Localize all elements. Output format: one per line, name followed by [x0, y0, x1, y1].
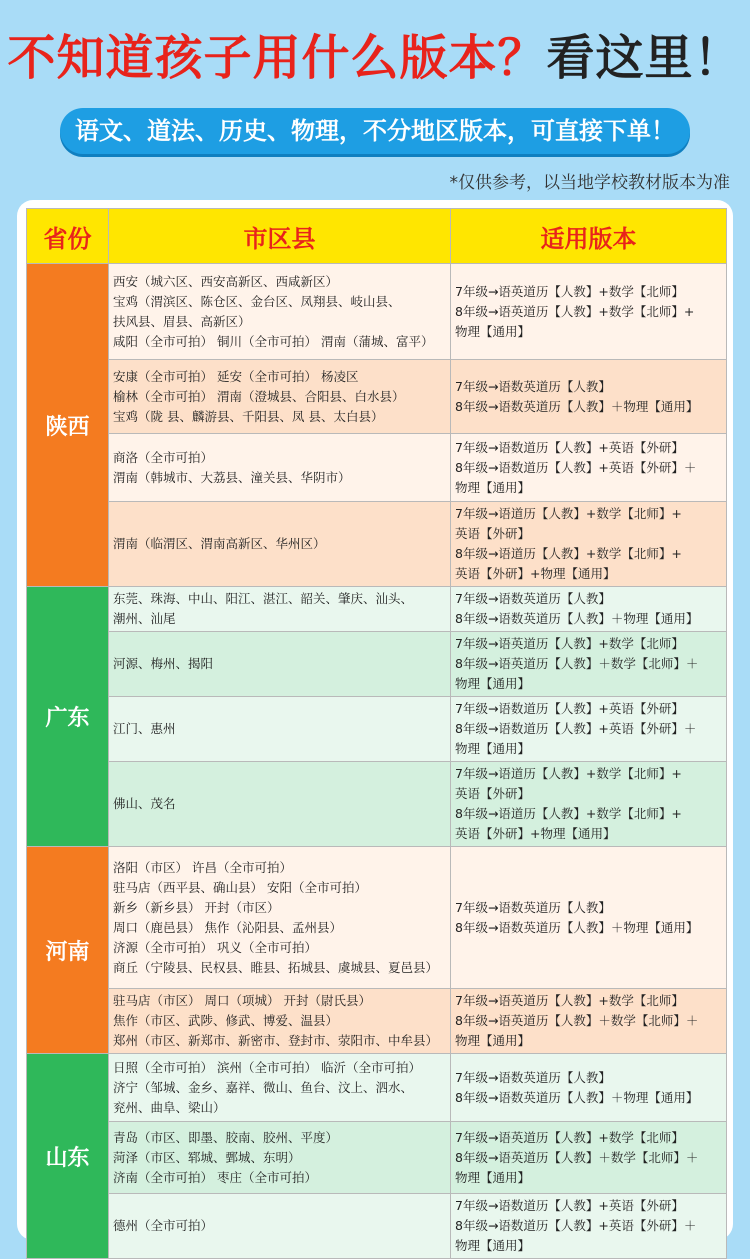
version-line: 7年级→语道历【人教】+数学【北师】+: [455, 506, 682, 521]
version-line: 物理【通用】: [455, 1033, 531, 1048]
area-line: 潮州、汕尾: [113, 611, 176, 626]
version-cell: [451, 502, 727, 587]
province-henan: 河南: [27, 847, 109, 1054]
area-line: 德州（全市可拍）: [113, 1218, 214, 1233]
area-cell: [109, 264, 451, 360]
area-line: 江门、惠州: [113, 721, 176, 736]
table-row: [27, 264, 727, 360]
version-line: 7年级→语数英道历【人教】: [455, 591, 611, 606]
version-line: 英语【外研】: [455, 526, 531, 541]
version-cell: [451, 360, 727, 434]
version-line: 8年级→语英道历【人教】＋数学【北师】＋: [455, 656, 699, 671]
area-line: 渭南（临渭区、渭南高新区、华州区）: [113, 536, 326, 551]
header-province: 省份: [27, 209, 109, 264]
version-cell: [451, 847, 727, 989]
province-shandong: 山东: [27, 1054, 109, 1259]
version-cell: [451, 1194, 727, 1259]
area-line: 济宁（邹城、金乡、嘉祥、微山、鱼台、汶上、泗水、: [113, 1079, 414, 1095]
area-cell: [109, 632, 451, 697]
version-line: 物理【通用】: [455, 676, 531, 691]
area-line: 佛山、茂名: [113, 796, 176, 811]
version-line: 8年级→语数英道历【人教】＋物理【通用】: [455, 611, 699, 626]
province-guangdong: 广东: [27, 587, 109, 847]
version-line: 7年级→语数英道历【人教】: [455, 378, 611, 394]
area-cell: [109, 502, 451, 587]
version-line: 8年级→语道历【人教】+数学【北师】+: [455, 806, 682, 821]
area-cell: [109, 1122, 451, 1194]
version-cell: [451, 632, 727, 697]
version-line: 8年级→语数道历【人教】+英语【外研】＋: [455, 1218, 697, 1233]
version-line: 8年级→语道历【人教】+数学【北师】+: [455, 546, 682, 561]
table-header-row: [27, 209, 727, 264]
area-line: 商丘（宁陵县、民权县、睢县、拓城县、虞城县、夏邑县）: [113, 959, 439, 975]
version-line: 8年级→语数道历【人教】+英语【外研】＋: [455, 459, 697, 475]
subtitle-banner: 语文、道法、历史、物理，不分地区版本，可直接下单！: [60, 108, 690, 154]
version-line: 7年级→语数英道历【人教】: [455, 899, 611, 915]
area-line: 济南（全市可拍） 枣庄（全市可拍）: [113, 1169, 317, 1185]
area-line: 咸阳（全市可拍） 铜川（全市可拍） 渭南（蒲城、富平）: [113, 333, 434, 349]
header-version: 适用版本: [451, 209, 727, 264]
version-line: 8年级→语数道历【人教】+英语【外研】＋: [455, 721, 697, 736]
version-cell: [451, 587, 727, 632]
table-row: [27, 989, 727, 1054]
area-line: 济源（全市可拍） 巩义（全市可拍）: [113, 939, 317, 955]
table-row: [27, 632, 727, 697]
version-line: 7年级→语数道历【人教】+英语【外研】: [455, 1198, 684, 1213]
disclaimer-note: *仅供参考，以当地学校教材版本为准: [449, 173, 730, 193]
area-line: 驻马店（西平县、确山县） 安阳（全市可拍）: [113, 879, 367, 895]
area-line: 榆林（全市可拍） 渭南（澄城县、合阳县、白水县）: [113, 388, 405, 404]
area-line: 安康（全市可拍） 延安（全市可拍） 杨凌区: [113, 368, 359, 384]
version-line: 物理【通用】: [455, 479, 531, 495]
table-row: [27, 1194, 727, 1259]
version-cell: [451, 1122, 727, 1194]
version-cell: [451, 264, 727, 360]
area-line: 河源、梅州、揭阳: [113, 656, 214, 671]
area-line: 扶风县、眉县、高新区）: [113, 313, 251, 329]
version-line: 物理【通用】: [455, 741, 531, 756]
title-question: 不知道孩子用什么版本？: [7, 30, 547, 86]
version-cell: [451, 1054, 727, 1122]
area-line: 焦作（市区、武陟、修武、博爱、温县）: [113, 1013, 339, 1028]
area-line: 宝鸡（陇 县、麟游县、千阳县、凤 县、太白县）: [113, 408, 384, 424]
version-line: 8年级→语数英道历【人教】＋物理【通用】: [455, 1089, 699, 1105]
area-line: 青岛（市区、即墨、胶南、胶州、平度）: [113, 1129, 339, 1145]
area-cell: [109, 697, 451, 762]
version-cell: [451, 697, 727, 762]
version-line: 8年级→语数英道历【人教】＋物理【通用】: [455, 919, 699, 935]
version-line: 英语【外研】+物理【通用】: [455, 566, 616, 581]
area-line: 驻马店（市区） 周口（项城） 开封（尉氏县）: [113, 993, 371, 1008]
version-line: 英语【外研】+物理【通用】: [455, 826, 616, 841]
area-line: 日照（全市可拍） 滨州（全市可拍） 临沂（全市可拍）: [113, 1059, 421, 1075]
area-line: 周口（鹿邑县） 焦作（沁阳县、孟州县）: [113, 919, 342, 935]
area-line: 兖州、曲阜、梁山）: [113, 1099, 226, 1115]
version-cell: [451, 762, 727, 847]
table-row: [27, 1122, 727, 1194]
version-line: 7年级→语道历【人教】+数学【北师】+: [455, 766, 682, 781]
version-line: 7年级→语数英道历【人教】: [455, 1069, 611, 1085]
version-cell: [451, 434, 727, 502]
textbook-version-table: [26, 208, 727, 1259]
table-row: [27, 587, 727, 632]
area-line: 西安（城六区、西安高新区、西咸新区）: [113, 273, 339, 289]
hero-banner: [0, 0, 750, 200]
version-line: 物理【通用】: [455, 1169, 531, 1185]
header-district: 市区县: [109, 209, 451, 264]
area-cell: [109, 434, 451, 502]
version-line: 英语【外研】: [455, 786, 531, 801]
area-line: 洛阳（市区） 许昌（全市可拍）: [113, 859, 292, 875]
area-line: 渭南（韩城市、大荔县、潼关县、华阴市）: [113, 469, 351, 485]
version-line: 8年级→语英道历【人教】＋数学【北师】＋: [455, 1013, 699, 1028]
area-line: 商洛（全市可拍）: [113, 449, 214, 465]
version-line: 8年级→语数英道历【人教】＋物理【通用】: [455, 398, 699, 414]
area-line: 菏泽（市区、郓城、鄄城、东明）: [113, 1149, 301, 1165]
version-line: 物理【通用】: [455, 1238, 531, 1253]
version-line: 7年级→语英道历【人教】+数学【北师】: [455, 636, 684, 651]
table-row: [27, 847, 727, 989]
page-title: [0, 26, 750, 90]
version-cell: [451, 989, 727, 1054]
area-line: 东莞、珠海、中山、阳江、湛江、韶关、肇庆、汕头、: [113, 591, 414, 606]
area-cell: [109, 587, 451, 632]
table-row: [27, 360, 727, 434]
version-line: 7年级→语数道历【人教】+英语【外研】: [455, 439, 684, 455]
area-line: 郑州（市区、新郑市、新密市、登封市、荥阳市、中牟县）: [113, 1033, 439, 1048]
area-cell: [109, 1194, 451, 1259]
version-line: 8年级→语英道历【人教】＋数学【北师】＋: [455, 1149, 699, 1165]
area-cell: [109, 360, 451, 434]
table-row: [27, 762, 727, 847]
area-cell: [109, 1054, 451, 1122]
version-line: 物理【通用】: [455, 323, 531, 339]
area-cell: [109, 989, 451, 1054]
table-row: [27, 434, 727, 502]
version-line: 7年级→语英道历【人教】+数学【北师】: [455, 283, 684, 299]
version-line: 7年级→语英道历【人教】+数学【北师】: [455, 993, 684, 1008]
province-shaanxi: 陕西: [27, 264, 109, 587]
area-cell: [109, 762, 451, 847]
title-look-here: 看这里！: [546, 30, 743, 86]
table-row: [27, 1054, 727, 1122]
version-line: 8年级→语英道历【人教】+数学【北师】+: [455, 303, 695, 319]
version-line: 7年级→语数道历【人教】+英语【外研】: [455, 701, 684, 716]
area-line: 宝鸡（渭滨区、陈仓区、金台区、凤翔县、岐山县、: [113, 293, 401, 309]
area-cell: [109, 847, 451, 989]
table-row: [27, 697, 727, 762]
version-line: 7年级→语英道历【人教】+数学【北师】: [455, 1129, 684, 1145]
table-row: [27, 502, 727, 587]
area-line: 新乡（新乡县） 开封（市区）: [113, 899, 280, 915]
